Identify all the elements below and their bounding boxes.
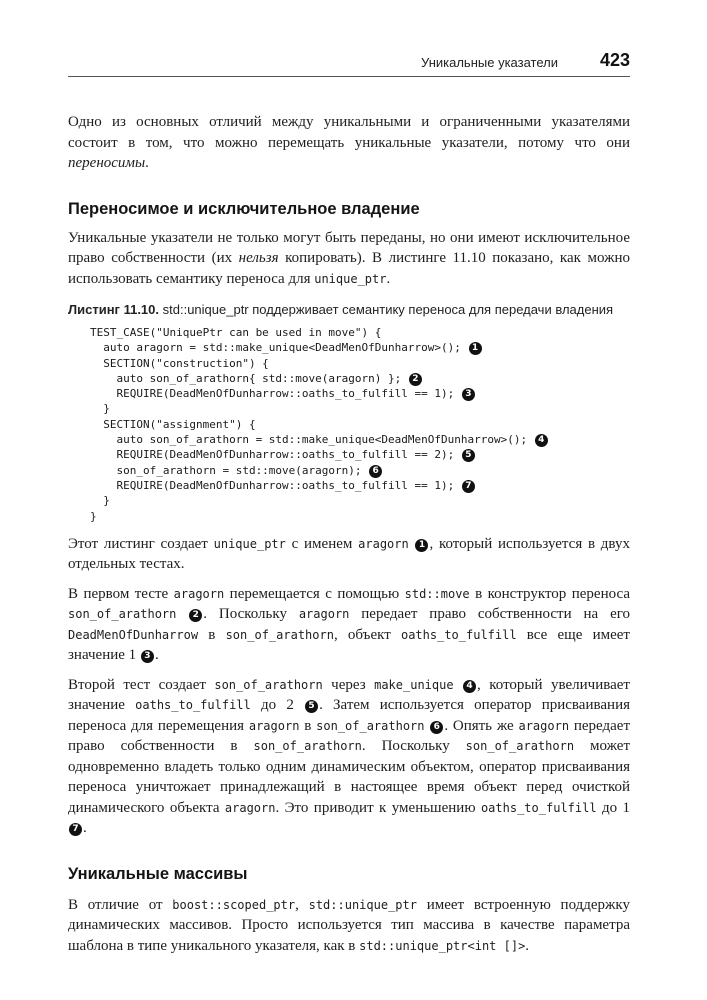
text: передает право собственности на его: [349, 606, 630, 623]
inline-code: aragorn: [298, 607, 350, 622]
code-line: [90, 386, 630, 401]
code-line: [90, 432, 630, 447]
inline-code: oaths_to_fulfill: [135, 698, 251, 713]
page-header: [68, 50, 630, 74]
text: в конструктор переноса: [469, 585, 630, 602]
text: . Опять же: [444, 717, 519, 734]
inline-code: aragorn: [358, 536, 409, 551]
inline-code: aragorn: [173, 586, 225, 601]
inline-code: oaths_to_fulfill: [400, 627, 517, 642]
text: В отличие от: [68, 896, 173, 913]
code-line: [90, 493, 630, 508]
callout-marker: 3: [462, 388, 475, 401]
inline-code: son_of_arathorn: [316, 718, 425, 733]
paragraph-moving-intro: [68, 112, 630, 174]
page-content: [68, 112, 630, 965]
text: В первом тесте: [68, 585, 174, 602]
code-text: auto aragorn = std::make_unique<DeadMenOfDunharrow>();: [90, 341, 461, 355]
text: передает право собственности в: [68, 717, 631, 755]
text: , объект: [333, 626, 401, 643]
text: до 2: [250, 697, 305, 714]
code-line: [90, 478, 630, 493]
callout-marker: 3: [141, 650, 154, 663]
code-text: REQUIRE(DeadMenOfDunharrow::oaths_to_fulfill == 1);: [90, 387, 455, 401]
code-line: [90, 356, 630, 371]
header-rule: [68, 76, 630, 77]
inline-code: DeadMenOfDunharrow: [68, 627, 199, 642]
code-line: [90, 463, 630, 478]
text: Одно из основных отличий между уникальными и ограниченными указателями состоит в том, что можно перемещать уникальные указатели, потому что они: [68, 114, 630, 151]
inline-code: unique_ptr: [213, 536, 286, 551]
code-text: }: [90, 494, 110, 508]
text: в: [198, 626, 226, 643]
text: перемещается с помощью: [224, 585, 405, 602]
paragraph-exclusive-ownership: [68, 228, 630, 290]
code-line: [90, 371, 630, 386]
text: . Это приводит к уменьшению: [275, 799, 481, 816]
code-text: }: [90, 402, 110, 416]
text: . Поскольку: [203, 606, 299, 623]
inline-code: aragorn: [518, 718, 570, 733]
inline-code: std::unique_ptr: [308, 897, 417, 912]
text: копировать). В листинге 11.10 показано, как можно использовать семантику переноса для: [68, 250, 630, 287]
text: все еще имеет значение 1: [68, 626, 630, 664]
page-number: 423: [599, 50, 630, 70]
inline-code: son_of_arathorn: [253, 739, 362, 754]
code-line: [90, 340, 630, 355]
code-line: [90, 447, 630, 462]
paragraph-second-test: [68, 675, 630, 839]
inline-code: oaths_to_fulfill: [480, 800, 597, 815]
inline-code: son_of_arathorn: [225, 627, 334, 642]
callout-marker: 4: [463, 680, 476, 693]
text: Этот листинг создает: [68, 535, 214, 552]
callout-marker: 1: [415, 539, 428, 552]
code-line: [90, 325, 630, 340]
text: до 1: [596, 799, 631, 816]
callout-marker: 5: [305, 700, 318, 713]
section-heading-unique-arrays: Уникальные массивы: [68, 864, 248, 883]
text: , который увеличивает значение: [68, 676, 630, 714]
callout-marker: 6: [369, 465, 382, 478]
code-text: REQUIRE(DeadMenOfDunharrow::oaths_to_fulfill == 1);: [90, 478, 455, 492]
text: в: [299, 717, 317, 734]
code-line: [90, 401, 630, 416]
text: , который используется в двух отдельных тестах.: [68, 535, 630, 573]
text: .: [145, 155, 149, 171]
inline-code: aragorn: [224, 800, 276, 815]
emphasis: нельзя: [238, 250, 279, 266]
callout-marker: 4: [535, 434, 548, 447]
text: через: [322, 676, 375, 693]
text: . Затем используется оператор присваивания переноса для перемещения: [68, 697, 630, 734]
callout-marker: 1: [469, 342, 482, 355]
inline-code: son_of_arathorn: [465, 739, 575, 754]
inline-code: son_of_arathorn: [68, 607, 177, 622]
paragraph-listing-overview: [68, 534, 630, 575]
code-text: son_of_arathorn = std::move(aragorn);: [90, 463, 362, 477]
code-listing: [90, 325, 630, 524]
code-text: SECTION("assignment") {: [90, 417, 256, 431]
code-text: auto son_of_arathorn{ std::move(aragorn) };: [90, 371, 402, 385]
inline-code: aragorn: [248, 718, 300, 733]
text: ,: [295, 896, 309, 913]
emphasis: переносимы: [68, 155, 146, 171]
code-text: TEST_CASE("UniquePtr can be used in move") {: [90, 326, 382, 339]
listing-caption: [68, 301, 630, 319]
text: .: [83, 820, 87, 837]
text: Второй тест создает: [68, 676, 215, 693]
callout-marker: 7: [462, 480, 475, 493]
code-text: REQUIRE(DeadMenOfDunharrow::oaths_to_fulfill == 2);: [90, 448, 455, 462]
text: имеет встроенную поддержку динамических массивов. Просто используется тип массива в качестве параметра шаблона в типе уникального указателя, как в: [68, 896, 630, 954]
text: может одновременно владеть только одним динамическим объектом, оператор присваивания переноса уничтожает принадлежащий в настоящее время объект перед очисткой динамического объекта: [68, 738, 631, 816]
listing-label: Листинг 11.10.: [68, 302, 160, 317]
paragraph-first-test: [68, 584, 630, 666]
callout-marker: 5: [462, 449, 475, 462]
callout-marker: 7: [69, 823, 82, 836]
callout-marker: 2: [189, 609, 202, 622]
inline-code: std::move: [404, 586, 470, 601]
paragraph-unique-arrays: [68, 895, 630, 957]
inline-code: unique_ptr: [314, 271, 387, 286]
code-line: [90, 417, 630, 432]
inline-code: make_unique: [374, 677, 454, 692]
text: .: [386, 270, 391, 287]
inline-code: boost::scoped_ptr: [172, 897, 296, 912]
text: .: [154, 647, 159, 664]
code-text: auto son_of_arathorn = std::make_unique<DeadMenOfDunharrow>();: [90, 433, 528, 447]
running-title: Уникальные указатели: [421, 55, 558, 70]
code-text: SECTION("construction") {: [90, 356, 269, 370]
callout-marker: 6: [430, 721, 443, 734]
listing-caption-text: std::unique_ptr поддерживает семантику переноса для передачи владения: [159, 302, 614, 317]
text: с именем: [285, 535, 359, 552]
section-heading-movable-ownership: Переносимое и исключительное владение: [68, 199, 420, 218]
text: .: [525, 937, 530, 954]
inline-code: std::unique_ptr<int []>: [359, 938, 526, 953]
text: Уникальные указатели не только могут быть переданы, но они имеют исключительное право собственности (их: [68, 229, 630, 266]
inline-code: son_of_arathorn: [214, 677, 323, 692]
code-line: [90, 509, 630, 524]
code-text: }: [90, 509, 97, 523]
callout-marker: 2: [409, 373, 422, 386]
text: . Поскольку: [361, 738, 466, 755]
